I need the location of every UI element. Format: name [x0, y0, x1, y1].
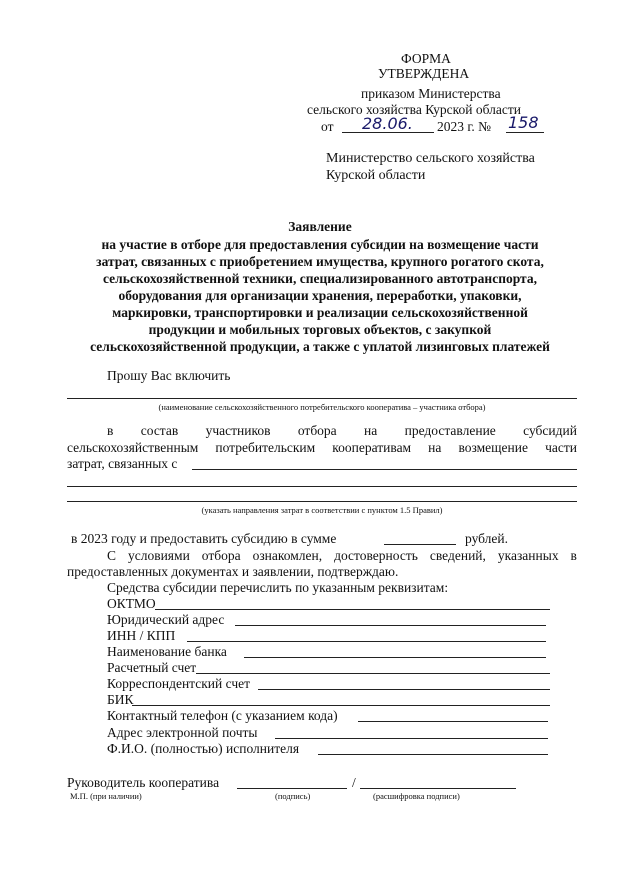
direction-caption: (указать направления затрат в соответствии с пунктом 1.5 Правил): [201, 505, 443, 515]
requisite-label: Расчетный счет: [107, 660, 197, 675]
word: отбора: [201, 548, 241, 563]
requisite-field[interactable]: [258, 689, 550, 690]
requisite-field[interactable]: [275, 738, 548, 739]
requisite-label: Ф.И.О. (полностью) исполнителя: [107, 741, 300, 756]
requisite-field[interactable]: [244, 657, 546, 658]
costs-field-3[interactable]: [67, 501, 577, 502]
subsidy-suffix: рублей.: [465, 531, 509, 546]
requisite-field[interactable]: [187, 641, 546, 642]
word: состав: [140, 423, 179, 438]
requisite-field[interactable]: [358, 721, 548, 722]
conditions-line1: [107, 548, 577, 564]
date-handwritten: 28.06.: [362, 114, 413, 133]
request-text: Прошу Вас включить: [107, 368, 231, 383]
requisite-label: Юридический адрес: [107, 612, 225, 627]
coop-name-field[interactable]: [67, 398, 577, 399]
word: в: [107, 423, 114, 438]
word: ознакомлен,: [252, 548, 323, 563]
year-number-label: 2023 г. №: [437, 119, 492, 134]
subsidy-prefix: в 2023 году и предоставить субсидию в сумме: [71, 531, 337, 546]
requisite-field[interactable]: [132, 705, 550, 706]
requisite-label: ИНН / КПП: [107, 628, 176, 643]
stamp-caption: М.П. (при наличии): [70, 791, 142, 801]
title-line: оборудования для организации хранения, переработки, упаковки,: [118, 288, 522, 303]
word: субсидий: [523, 423, 577, 438]
costs-field-2[interactable]: [67, 486, 577, 487]
title-line: на участие в отборе для предоставления субсидии на возмещение части: [101, 237, 539, 252]
approved-label: УТВЕРЖДЕНА: [378, 66, 470, 81]
recipient-line1: Министерство сельского хозяйства: [326, 151, 535, 166]
word: потребительским: [215, 440, 316, 455]
signature-field[interactable]: [237, 788, 347, 789]
number-handwritten: 158: [508, 113, 539, 132]
title-line: сельскохозяйственной техники, специализированного автотранспорта,: [103, 271, 537, 286]
word: предоставление: [404, 423, 496, 438]
title-line: продукции и мобильных торговых объектов, с закупкой: [148, 322, 492, 337]
coop-name-caption: (наименование сельскохозяйственного потребительского кооператива – участника отбора): [158, 402, 486, 412]
ministry-line: сельского хозяйства Курской области: [307, 102, 522, 117]
requisite-field[interactable]: [318, 754, 548, 755]
decode-caption: (расшифровка подписи): [373, 791, 460, 801]
paragraph-line1: [107, 423, 577, 439]
title-line: маркировки, транспортировки и реализации сельскохозяйственной: [112, 305, 528, 320]
recipient-line2: Курской области: [326, 168, 426, 183]
word: на: [364, 423, 378, 438]
form-label: ФОРМА: [401, 51, 451, 66]
signature-decode-field[interactable]: [360, 788, 516, 789]
paragraph-line3: затрат, связанных с: [67, 456, 178, 471]
word: на: [428, 440, 442, 455]
date-prefix: от: [321, 119, 334, 134]
word: сельскохозяйственным: [67, 440, 199, 455]
order-line: приказом Министерства: [361, 86, 501, 101]
requisite-label: Контактный телефон (с указанием кода): [107, 708, 338, 723]
paragraph-line2: [67, 440, 577, 456]
word: указанных: [497, 548, 559, 563]
signature-slash: /: [352, 775, 356, 790]
word: участников: [205, 423, 271, 438]
word: части: [545, 440, 577, 455]
word: условиями: [127, 548, 190, 563]
requisite-label: Корреспондентский счет: [107, 676, 251, 691]
conditions-line2: предоставленных документах и заявлении, подтверждаю.: [67, 564, 399, 579]
word: сведений,: [429, 548, 486, 563]
document-heading: Заявление: [288, 219, 352, 234]
costs-field-1[interactable]: [192, 469, 577, 470]
transfer-text: Средства субсидии перечислить по указанным реквизитам:: [107, 580, 449, 595]
requisite-field[interactable]: [155, 609, 550, 610]
word: С: [107, 548, 117, 563]
requisite-label: БИК: [107, 692, 134, 707]
signature-caption: (подпись): [275, 791, 311, 801]
head-label: Руководитель кооператива: [67, 775, 220, 790]
word: кооперативам: [332, 440, 412, 455]
word: возмещение: [458, 440, 528, 455]
subsidy-amount-field[interactable]: [384, 544, 456, 545]
word: достоверность: [334, 548, 418, 563]
word: отбора: [297, 423, 337, 438]
requisite-label: Адрес электронной почты: [107, 725, 258, 740]
requisite-label: ОКТМО: [107, 596, 156, 611]
title-line: затрат, связанных с приобретением имущества, крупного рогатого скота,: [96, 254, 544, 269]
requisite-field[interactable]: [235, 625, 546, 626]
requisite-field[interactable]: [196, 673, 550, 674]
number-underline: [506, 132, 544, 133]
requisite-label: Наименование банка: [107, 644, 227, 659]
title-line: сельскохозяйственной продукции, а также с уплатой лизинговых платежей: [90, 339, 550, 354]
word: в: [570, 548, 577, 563]
